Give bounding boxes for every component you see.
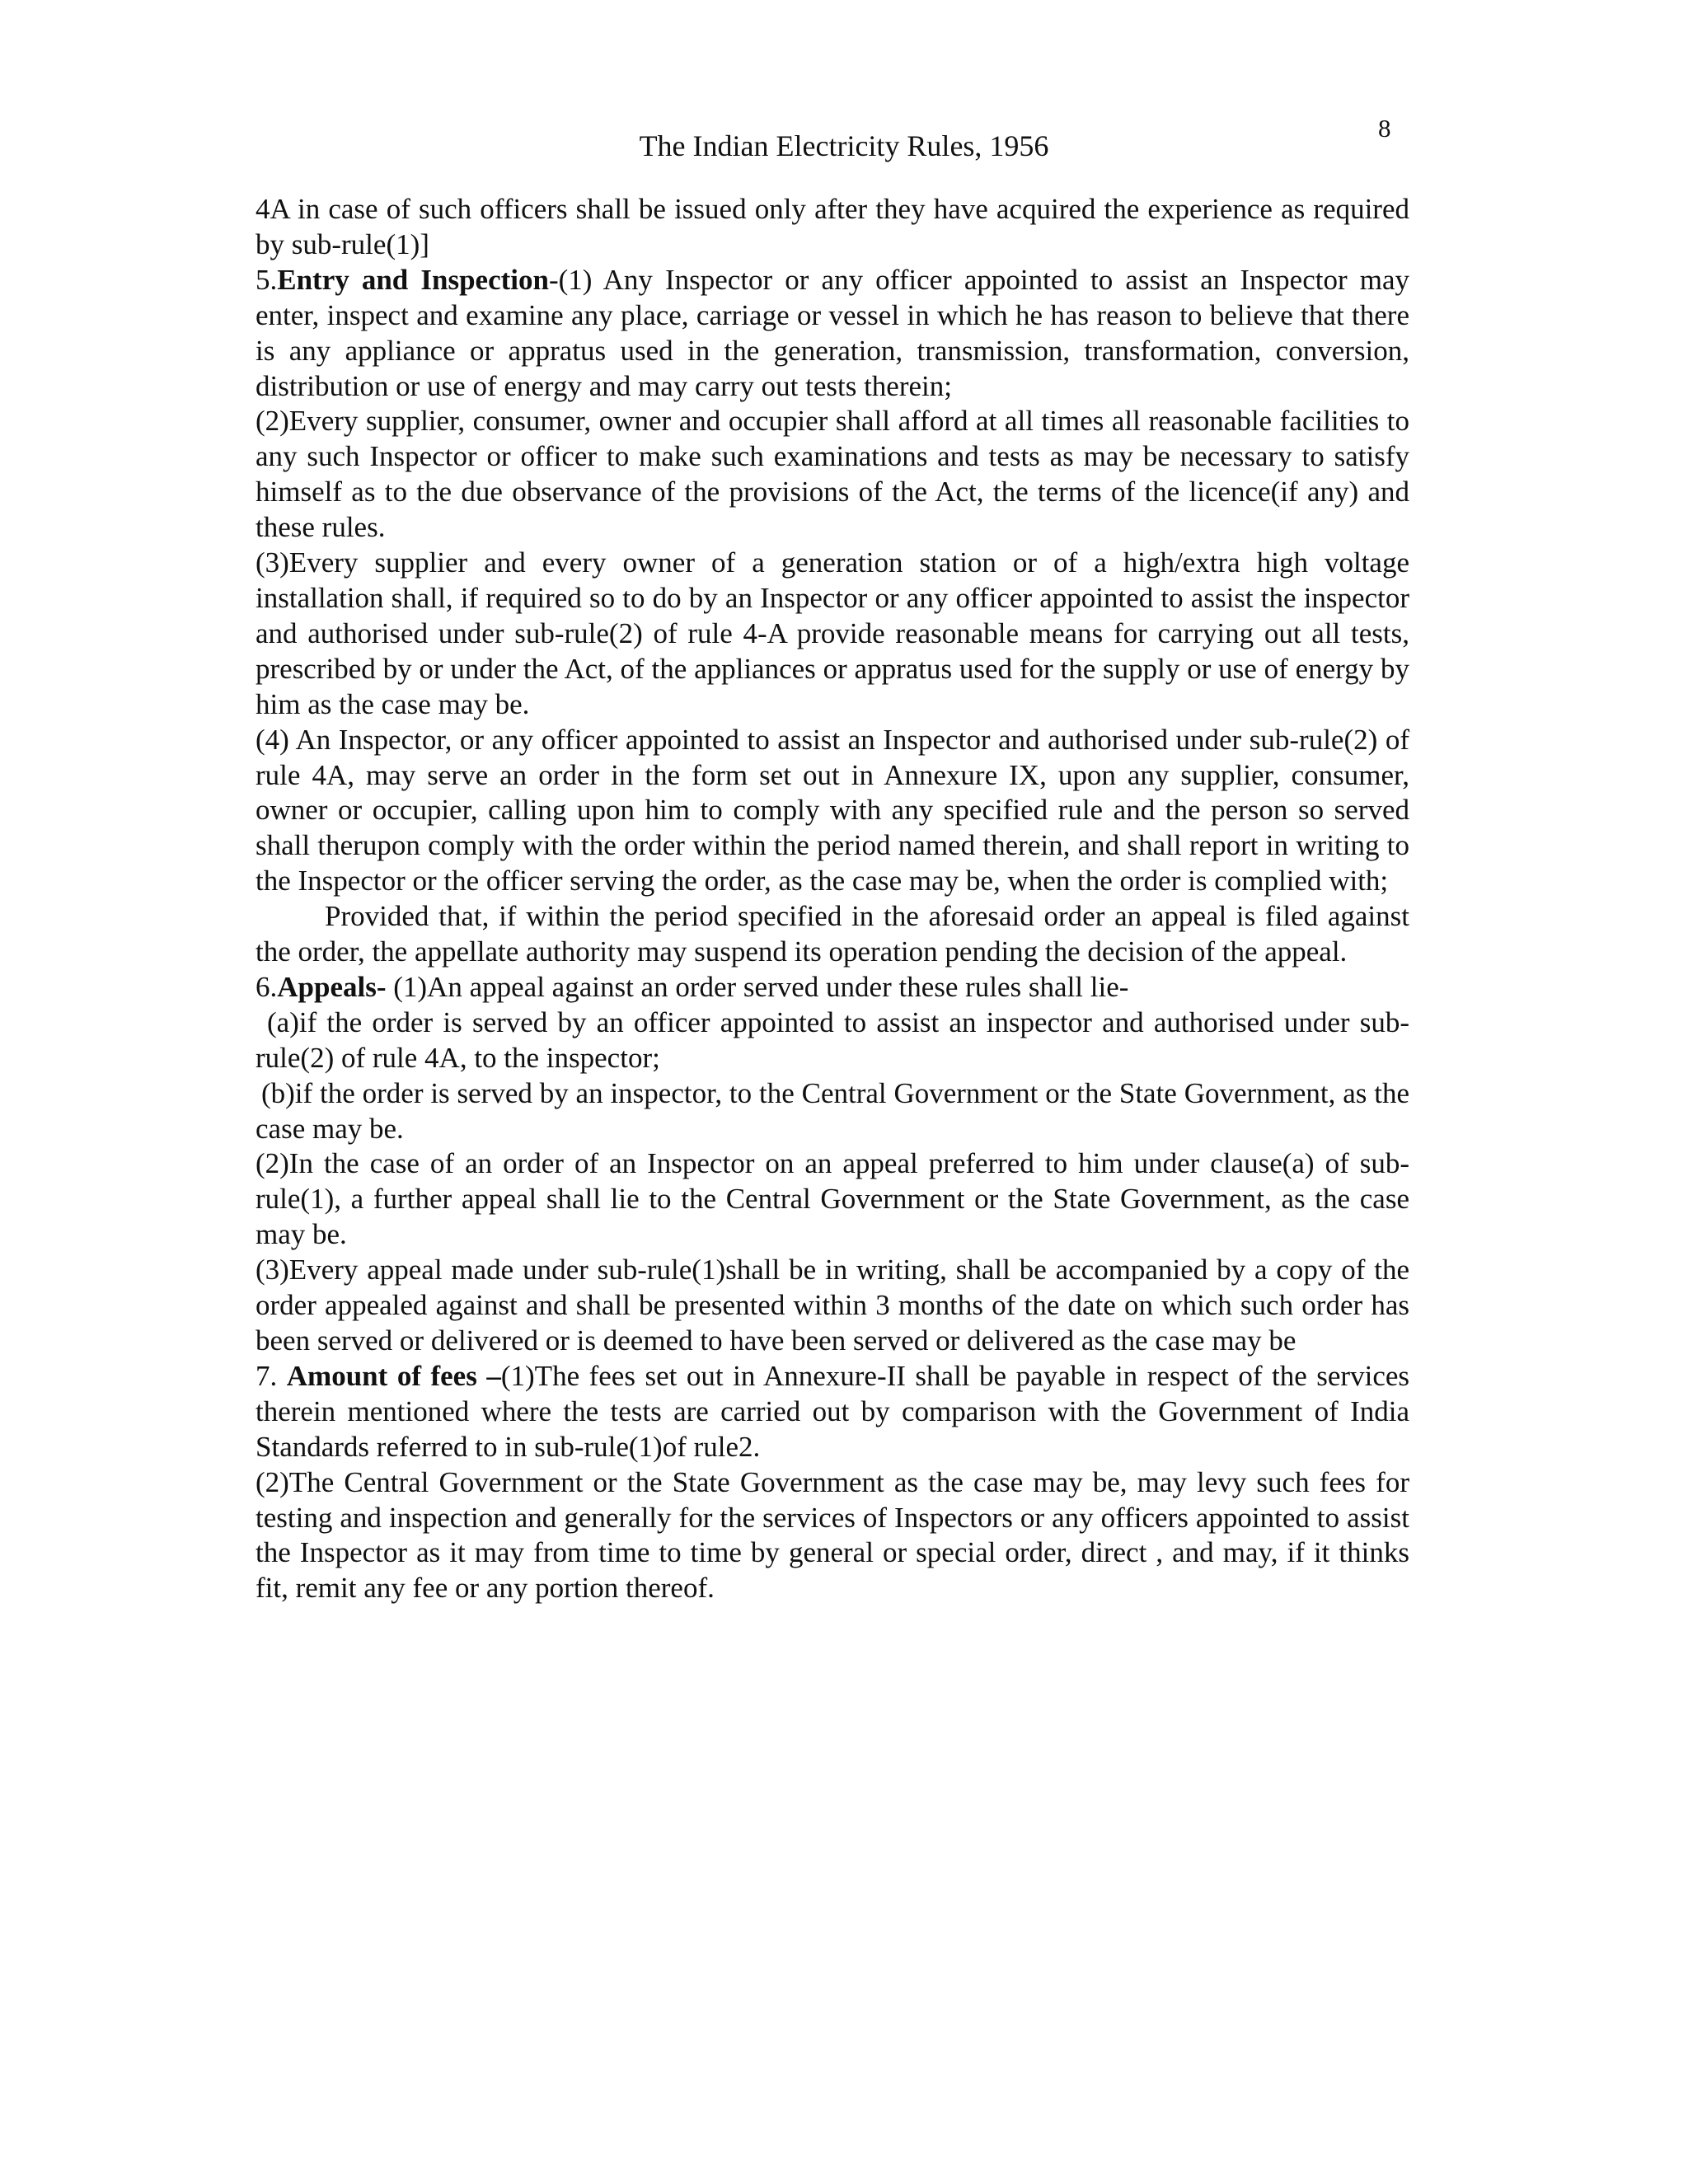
document-body <box>256 192 1409 1606</box>
paragraph-rule-5-3 <box>256 546 1409 723</box>
section-heading: Appeals- <box>277 970 387 1003</box>
paragraph-rule-4a-continuation <box>256 192 1409 263</box>
paragraph-rule-6-3 <box>256 1253 1409 1359</box>
paragraph-rule-6-2 <box>256 1146 1409 1253</box>
page-number: 8 <box>1378 114 1391 143</box>
paragraph-text: (4) An Inspector, or any officer appointed to assist an Inspector and authorised under sub-rule(2) of rule 4A, may serve an order in the form set out in Annexure IX, upon any supplier, consumer, owner or occupier, calling upon him to comply with any specified rule and the person so served shall therupon comply with the order within the period named therein, and shall report in writing to the Inspector or the officer serving the order, as the case may be, when the order is complied with; <box>256 723 1409 898</box>
paragraph-rule-6-1-b <box>256 1076 1409 1147</box>
paragraph-text: (2)Every supplier, consumer, owner and occupier shall afford at all times all reasonable facilities to any such Inspector or officer to make such examinations and tests as may be necessary to satisfy himself as to the due observance of the provisions of the Act, the terms of the licence(if any) and these rules. <box>256 405 1409 544</box>
paragraph-rule-5-2 <box>256 404 1409 546</box>
running-title: The Indian Electricity Rules, 1956 <box>639 129 1049 162</box>
paragraph-rule-6-1-a <box>256 1005 1409 1076</box>
paragraph-rule-7 <box>256 1359 1409 1465</box>
paragraph-text: (1)The fees set out in Annexure-II shall be payable in respect of the services therein mentioned where the tests are carried out by comparison with the Government of India Standards referred to in sub-rule(1)of rule2. <box>256 1359 1410 1463</box>
paragraph-text: 4A in case of such officers shall be issued only after they have acquired the experience as required by sub-rule(1)] <box>256 193 1409 260</box>
rule-number: 6. <box>256 970 278 1003</box>
paragraph-proviso <box>256 899 1409 970</box>
paragraph-rule-5 <box>256 263 1409 405</box>
paragraph-rule-5-4 <box>256 723 1409 900</box>
section-heading: Amount of fees – <box>286 1359 501 1392</box>
paragraph-text: (3)Every appeal made under sub-rule(1)shall be in writing, shall be accompanied by a copy of the order appealed against and shall be presented within 3 months of the date on which such order has been served or delivered or is deemed to have been served or delivered as the case may be <box>256 1254 1409 1357</box>
paragraph-text: (b)if the order is served by an inspector, to the Central Government or the State Government, as the case may be. <box>256 1076 1409 1145</box>
paragraph-rule-6 <box>256 970 1409 1005</box>
paragraph-text: (2)In the case of an order of an Inspector on an appeal preferred to him under clause(a) of sub-rule(1), a further appeal shall lie to the Central Government or the State Government, as the case may be. <box>256 1147 1409 1251</box>
paragraph-text: (2)The Central Government or the State Government as the case may be, may levy such fees for testing and inspection and generally for the services of Inspectors or any officers appointed to assist the Inspector as it may from time to time by general or special order, direct , and may, if it thinks fit, remit any fee or any portion thereof. <box>256 1465 1409 1605</box>
paragraph-text: (a)if the order is served by an officer appointed to assist an inspector and authorised under sub-rule(2) of rule 4A, to the inspector; <box>256 1005 1409 1074</box>
paragraph-text: (3)Every supplier and every owner of a generation station or of a high/extra high voltage installation shall, if required so to do by an Inspector or any officer appointed to assist the inspector and authorised under sub-rule(2) of rule 4-A provide reasonable means for carrying out all tests, prescribed by or under the Act, of the appliances or appratus used for the supply or use of energy by him as the case may be. <box>256 546 1409 720</box>
paragraph-text: -(1) Any Inspector or any officer appointed to assist an Inspector may enter, inspect and examine any place, carriage or vessel in which he has reason to believe that there is any appliance or appratus used in the generation, transmission, transformation, conversion, distribution or use of energy and may carry out tests therein; <box>256 263 1409 402</box>
paragraph-rule-7-2 <box>256 1465 1409 1607</box>
paragraph-text: (1)An appeal against an order served under these rules shall lie- <box>386 970 1129 1003</box>
paragraph-text: Provided that, if within the period specified in the aforesaid order an appeal is filed against the order, the appellate authority may suspend its operation pending the decision of the appeal. <box>256 900 1409 968</box>
rule-number: 7. <box>256 1359 287 1392</box>
rule-number: 5. <box>256 263 278 296</box>
section-heading: Entry and Inspection <box>277 263 549 296</box>
